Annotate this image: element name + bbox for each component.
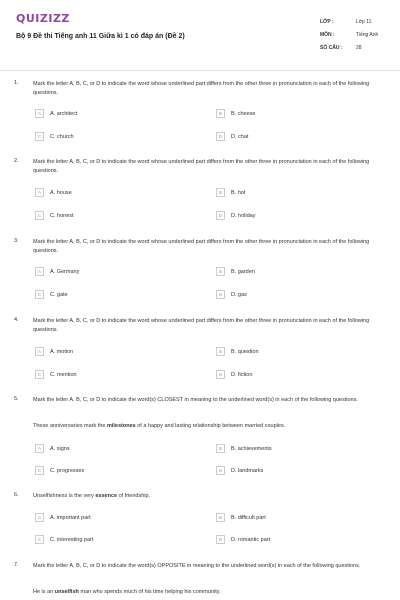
- question-number: 7.: [14, 562, 19, 568]
- sentence-start: He is an: [33, 589, 55, 595]
- option-text: B. garden: [231, 268, 255, 275]
- question-text: Mark the letter A, B, C, or D to indicate the word whose underlined part differs from the other three in pronunciation in each of the following questions.: [33, 318, 370, 333]
- header-divider: [0, 70, 400, 71]
- option-b[interactable]: [216, 187, 245, 198]
- sentence-end: of a happy and lasting relationship between married couples.: [135, 423, 286, 429]
- option-letter-box: C: [35, 132, 44, 141]
- target-word: essence: [95, 493, 118, 499]
- option-c[interactable]: [35, 289, 68, 300]
- option-letter-box: C: [35, 535, 44, 544]
- meta-value: 28: [356, 44, 362, 51]
- document-header: [0, 0, 400, 70]
- meta-row-class: [320, 15, 390, 28]
- meta-label: MÔN :: [320, 31, 335, 38]
- meta-row-count: [320, 41, 390, 54]
- question-number: 1.: [14, 80, 19, 86]
- question-text: Mark the letter A, B, C, or D to indicate the word whose underlined part differs from the other three in pronunciation in each of the following questions.: [33, 239, 370, 254]
- option-text: C. gate: [50, 291, 68, 298]
- option-letter-box: A: [35, 347, 44, 356]
- option-letter-box: B: [216, 109, 225, 118]
- option-a[interactable]: [35, 512, 91, 523]
- question-number: 3.: [14, 238, 19, 244]
- option-text: A. house: [50, 189, 72, 196]
- meta-value: Lớp 11: [356, 18, 372, 25]
- document-meta: [320, 15, 390, 54]
- option-letter-box: C: [35, 290, 44, 299]
- document-title: Bộ 9 Đề thi Tiếng anh 11 Giữa kì 1 có đáp án (Đề 2): [16, 33, 185, 40]
- option-d[interactable]: [216, 465, 263, 476]
- option-text: D. romantic part: [231, 536, 271, 543]
- question-number: 5.: [14, 396, 19, 402]
- question-text: Mark the letter A, B, C, or D to indicate the word whose underlined part differs from the other three in pronunciation in each of the following questions.: [33, 81, 370, 96]
- option-text: C. interesting part: [50, 536, 94, 543]
- option-letter-box: D: [216, 132, 225, 141]
- option-text: B. question: [231, 348, 259, 355]
- option-d[interactable]: [216, 131, 248, 142]
- question-number: 4.: [14, 317, 19, 323]
- option-d[interactable]: [216, 289, 247, 300]
- option-b[interactable]: [216, 266, 255, 277]
- option-c[interactable]: [35, 131, 74, 142]
- option-text: D. gas: [231, 291, 247, 298]
- target-word: unselfish: [54, 589, 79, 595]
- option-letter-box: A: [35, 109, 44, 118]
- meta-label: LỚP :: [320, 18, 334, 25]
- option-text: D. fiction: [231, 371, 253, 378]
- question-text: [33, 492, 388, 501]
- option-text: B. achievements: [231, 445, 272, 452]
- option-letter-box: B: [216, 188, 225, 197]
- option-letter-box: D: [216, 290, 225, 299]
- quizizz-logo: QUIZIZZ: [16, 12, 70, 25]
- option-letter-box: D: [216, 466, 225, 475]
- option-a[interactable]: [35, 266, 79, 277]
- option-letter-box: D: [216, 370, 225, 379]
- option-letter-box: A: [35, 444, 44, 453]
- sentence-start: Unselfishness is the very: [33, 493, 96, 499]
- target-word: milestones: [106, 423, 136, 429]
- sentence-end: man who spends much of his time helping his community.: [78, 589, 221, 595]
- question-number: 2.: [14, 158, 19, 164]
- option-text: B. cheese: [231, 110, 256, 117]
- option-letter-box: B: [216, 267, 225, 276]
- option-text: A. important part: [50, 514, 91, 521]
- option-a[interactable]: [35, 187, 72, 198]
- option-b[interactable]: [216, 346, 259, 357]
- option-b[interactable]: [216, 108, 255, 119]
- option-letter-box: A: [35, 513, 44, 522]
- option-text: A. motion: [50, 348, 74, 355]
- option-text: D. holiday: [231, 212, 256, 219]
- option-text: C. honest: [50, 212, 74, 219]
- option-letter-box: C: [35, 370, 44, 379]
- option-text: B. difficult part: [231, 514, 266, 521]
- option-text: C. church: [50, 133, 74, 140]
- option-text: A. architect: [50, 110, 78, 117]
- sentence-start: These anniversaries mark the: [33, 423, 107, 429]
- option-text: D. chat: [231, 133, 249, 140]
- question-text: Mark the letter A, B, C, or D to indicate the word(s) OPPOSITE in meaning to the underlined word(s) in each of the following questions.: [33, 563, 361, 569]
- option-b[interactable]: [216, 512, 266, 523]
- option-letter-box: D: [216, 211, 225, 220]
- option-d[interactable]: [216, 534, 270, 545]
- option-a[interactable]: [35, 346, 73, 357]
- option-text: A. signs: [50, 445, 70, 452]
- option-letter-box: C: [35, 466, 44, 475]
- meta-value: Tiếng Anh: [356, 31, 379, 38]
- option-letter-box: B: [216, 513, 225, 522]
- option-d[interactable]: [216, 369, 252, 380]
- question-number: 6.: [14, 492, 19, 498]
- option-c[interactable]: [35, 465, 84, 476]
- question-sentence: [33, 588, 388, 597]
- meta-label: SỐ CÂU :: [320, 44, 343, 51]
- option-c[interactable]: [35, 534, 93, 545]
- question-text: Mark the letter A, B, C, or D to indicate the word whose underlined part differs from the other three in pronunciation in each of the following questions.: [33, 159, 370, 174]
- meta-row-subject: [320, 28, 390, 41]
- option-text: D. landmarks: [231, 467, 264, 474]
- option-text: A. Germany: [50, 268, 80, 275]
- option-d[interactable]: [216, 210, 255, 221]
- option-b[interactable]: [216, 443, 272, 454]
- sentence-end: of friendship.: [117, 493, 151, 499]
- question-sentence: [33, 422, 388, 431]
- option-c[interactable]: [35, 369, 77, 380]
- option-c[interactable]: [35, 210, 74, 221]
- option-a[interactable]: [35, 443, 70, 454]
- option-letter-box: D: [216, 535, 225, 544]
- option-text: C. mention: [50, 371, 77, 378]
- option-text: B. hot: [231, 189, 246, 196]
- option-letter-box: B: [216, 347, 225, 356]
- option-a[interactable]: [35, 108, 78, 119]
- option-letter-box: A: [35, 188, 44, 197]
- option-letter-box: B: [216, 444, 225, 453]
- option-text: C. progresses: [50, 467, 85, 474]
- question-text: Mark the letter A, B, C, or D to indicate the word(s) CLOSEST in meaning to the underlined word(s) in each of the following questions.: [33, 397, 358, 403]
- option-letter-box: A: [35, 267, 44, 276]
- option-letter-box: C: [35, 211, 44, 220]
